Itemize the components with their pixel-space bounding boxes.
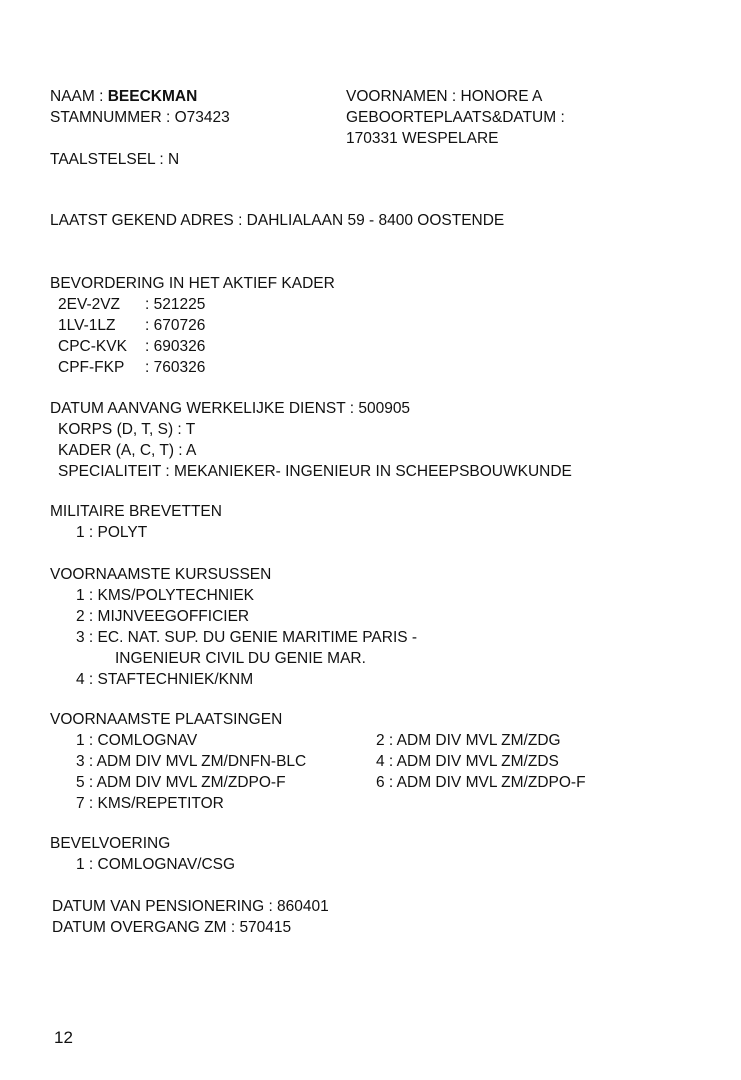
taalstelsel: TAALSTELSEL : N [50,151,180,168]
brevetten-title: MILITAIRE BREVETTEN [50,503,222,520]
promotion-row [50,357,335,378]
bevelvoering-section [50,833,235,875]
bevordering-title: BEVORDERING IN HET AKTIEF KADER [50,275,335,292]
voornamen: VOORNAMEN : HONORE A [346,88,543,105]
geboorte-label: GEBOORTEPLAATS&DATUM : [346,109,565,126]
plaatsing-left: 3 : ADM DIV MVL ZM/DNFN-BLC [76,753,307,770]
laatst-gekend-adres: LAATST GEKEND ADRES : DAHLIALAAN 59 - 8400 OOSTENDE [50,212,505,229]
bevelvoering-title: BEVELVOERING [50,835,171,852]
promotion-row [50,336,335,357]
plaatsing-row [50,751,586,772]
korps: KORPS (D, T, S) : T [58,421,196,438]
promotion-rank: 2EV-2VZ [58,296,121,313]
plaatsing-left: 1 : COMLOGNAV [76,732,198,749]
brevetten-section [50,501,222,543]
naam-label: NAAM : [50,88,104,105]
plaatsing-right: 6 : ADM DIV MVL ZM/ZDPO-F [376,774,586,791]
promotion-rank: CPC-KVK [58,338,127,355]
datum-pensionering: DATUM VAN PENSIONERING : 860401 [52,898,329,915]
promotion-date: : 521225 [145,296,206,313]
plaatsing-left: 5 : ADM DIV MVL ZM/ZDPO-F [76,774,286,791]
bevelvoering-item: 1 : COMLOGNAV/CSG [76,856,236,873]
plaatsing-row [50,730,586,751]
kursus-item: 1 : KMS/POLYTECHNIEK [76,587,255,604]
promotion-row [50,315,335,336]
bevordering-section [50,273,335,378]
promotion-rank: CPF-FKP [58,359,125,376]
page-number: 12 [54,1028,73,1047]
kursus-item-continuation: INGENIEUR CIVIL DU GENIE MAR. [115,650,366,667]
datum-overgang: DATUM OVERGANG ZM : 570415 [52,919,292,936]
kursus-item: 4 : STAFTECHNIEK/KNM [76,671,254,688]
specialiteit: SPECIALITEIT : MEKANIEKER- INGENIEUR IN SCHEEPSBOUWKUNDE [58,463,572,480]
stamnummer: STAMNUMMER : O73423 [50,109,230,126]
geboorte-value: 170331 WESPELARE [346,130,499,147]
kursussen-section [50,564,417,690]
promotion-date: : 670726 [145,317,206,334]
promotion-rank: 1LV-1LZ [58,317,116,334]
plaatsingen-title: VOORNAAMSTE PLAATSINGEN [50,711,283,728]
promotion-row [50,294,335,315]
plaatsing-left: 7 : KMS/REPETITOR [76,795,224,812]
kader: KADER (A, C, T) : A [58,442,197,459]
naam-line [50,86,197,107]
plaatsing-right: 4 : ADM DIV MVL ZM/ZDS [376,753,559,770]
kursus-item: 3 : EC. NAT. SUP. DU GENIE MARITIME PARIS - [76,629,418,646]
dienst-title: DATUM AANVANG WERKELIJKE DIENST : 500905 [50,400,411,417]
promotion-date: : 690326 [145,338,206,355]
plaatsing-row [50,793,586,814]
naam-value: BEECKMAN [107,88,198,105]
promotion-date: : 760326 [145,359,206,376]
plaatsingen-section [50,709,586,814]
plaatsing-right: 2 : ADM DIV MVL ZM/ZDG [376,732,561,749]
plaatsing-row [50,772,586,793]
kursussen-title: VOORNAAMSTE KURSUSSEN [50,566,272,583]
dienst-section [50,398,572,482]
kursus-item: 2 : MIJNVEEGOFFICIER [76,608,250,625]
brevet-item: 1 : POLYT [76,524,148,541]
